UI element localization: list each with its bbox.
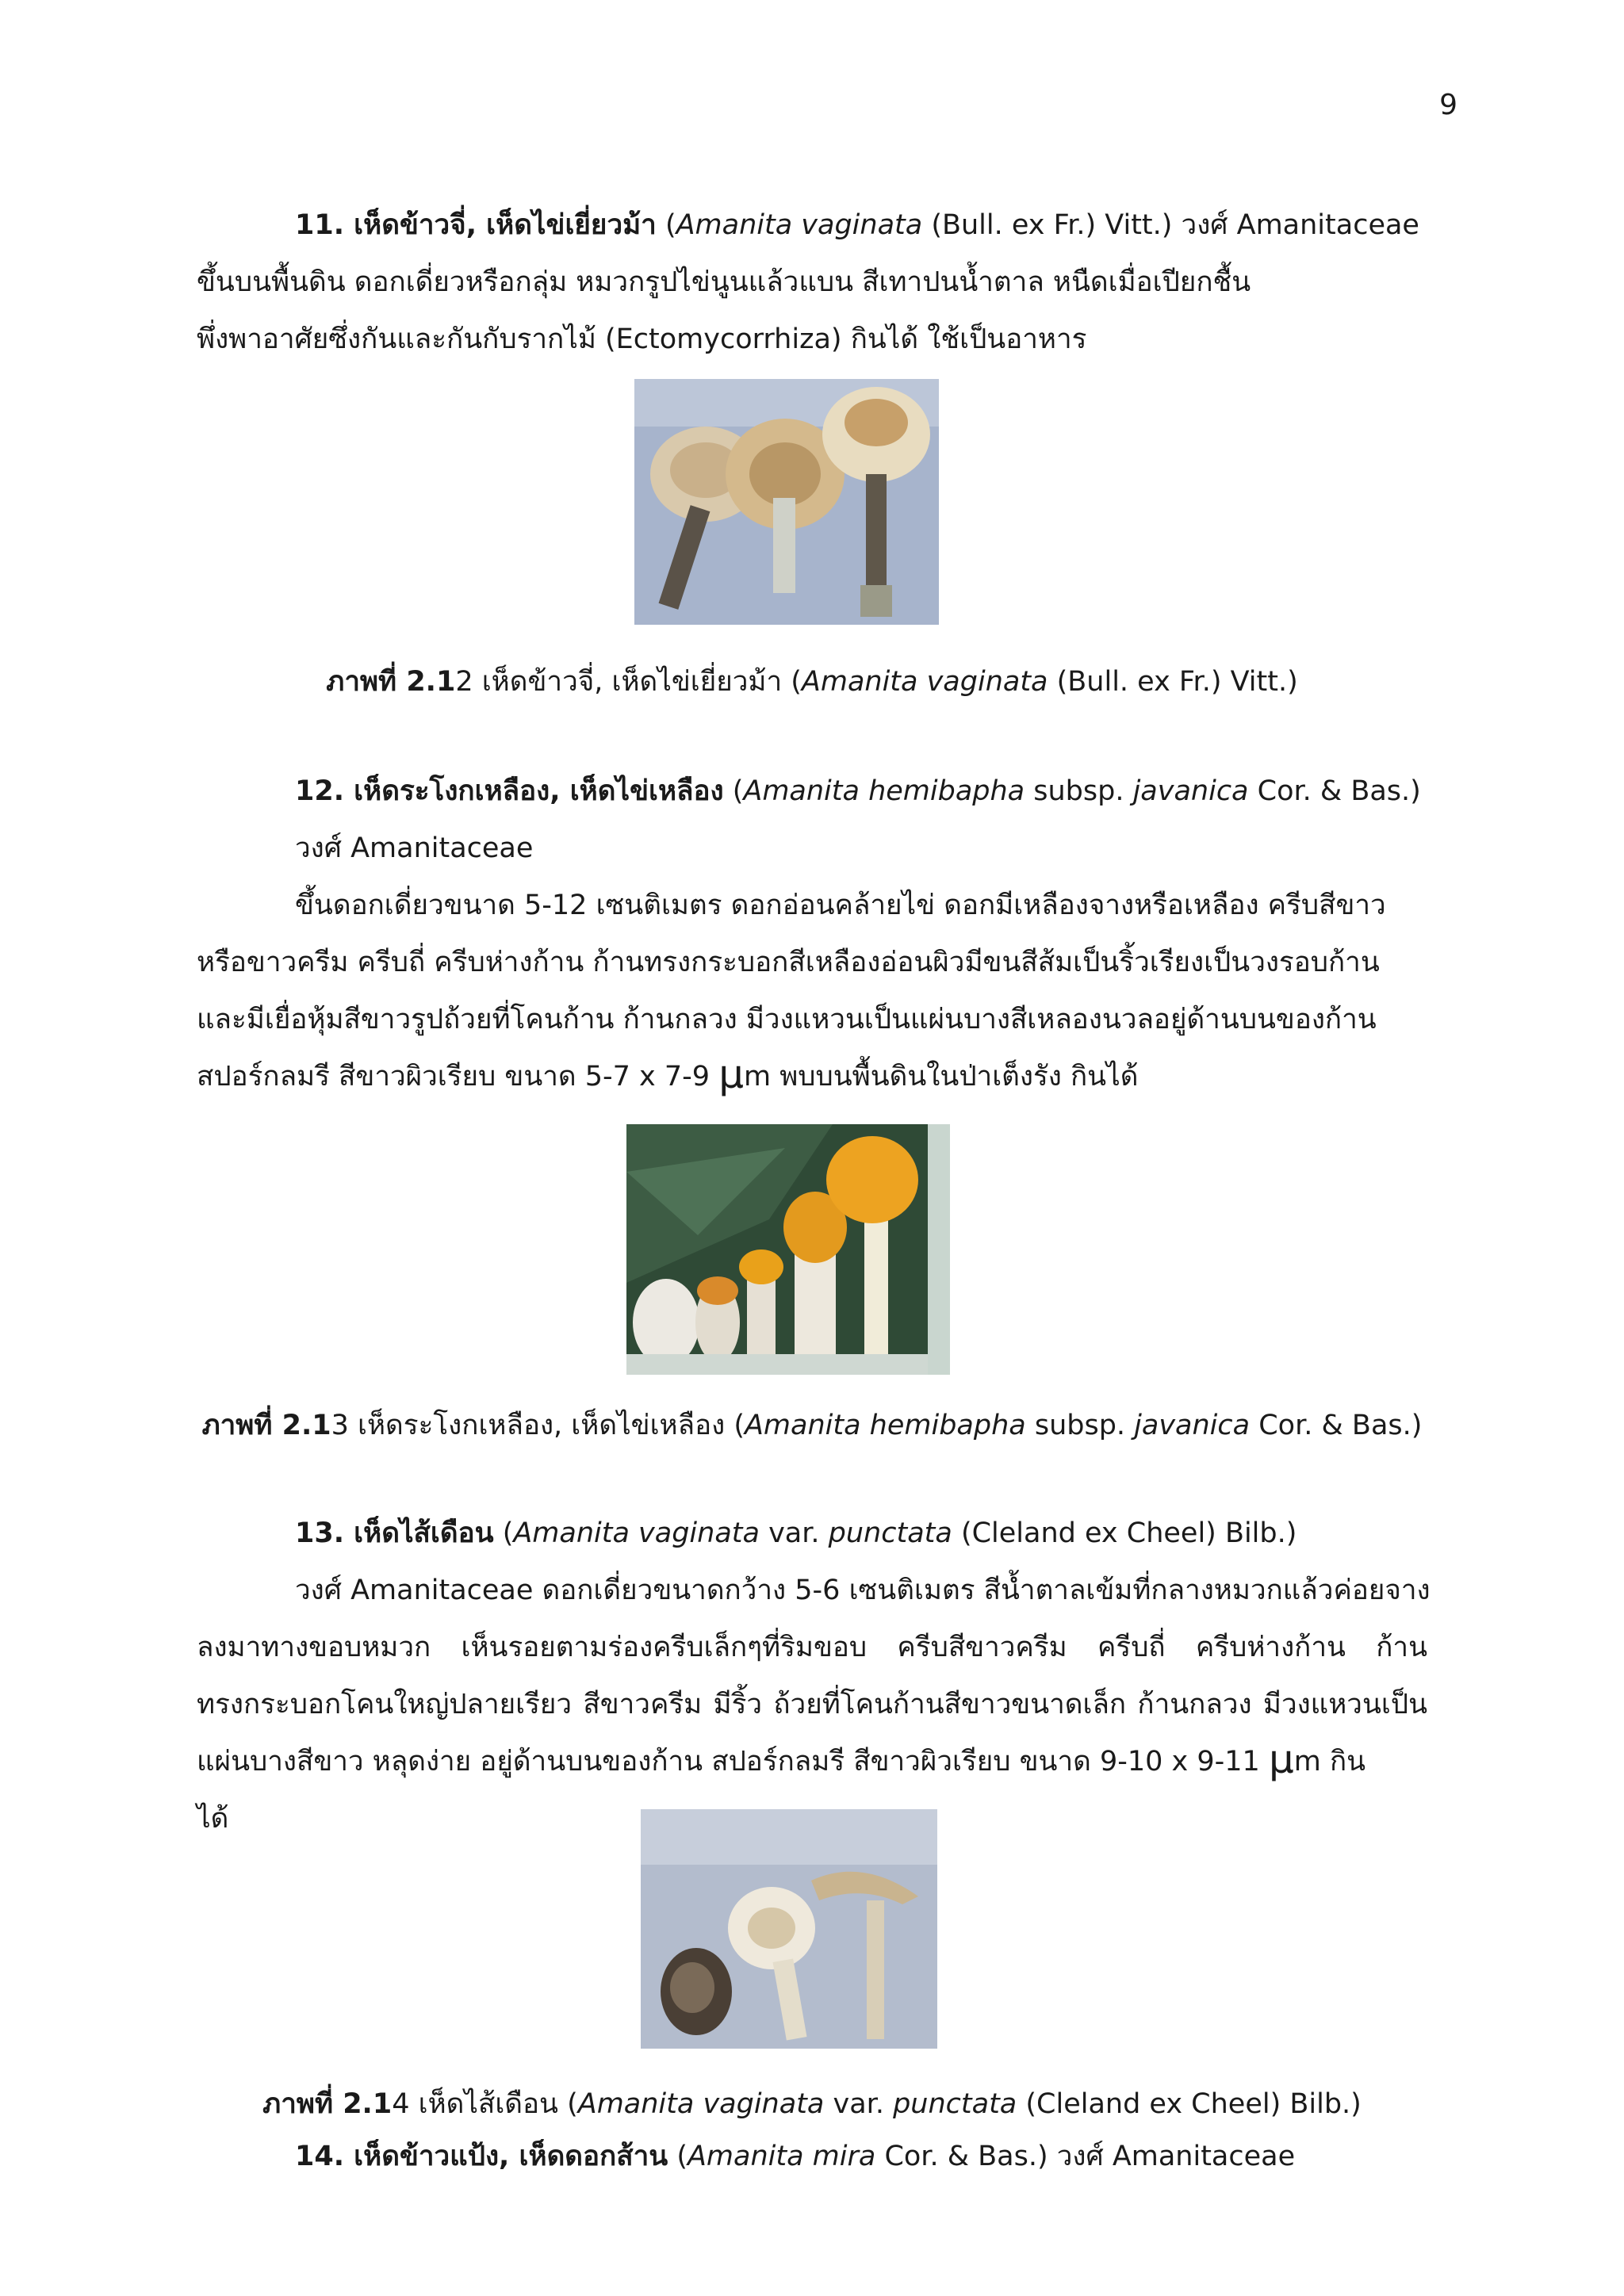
section-14-authority-family: Cor. & Bas.) วงศ์ Amanitaceae — [875, 2141, 1296, 2172]
mushroom-photo-3 — [641, 1809, 937, 2049]
section-12-family: วงศ์ Amanitaceae — [295, 832, 534, 864]
paren-open: ( — [723, 775, 744, 807]
caption-scientific-name: Amanita hemibapha — [744, 1410, 1026, 1441]
section-12-scientific-name: Amanita hemibapha — [743, 775, 1025, 807]
caption-text: 4 เห็ดไส้เดือน ( — [392, 2088, 578, 2120]
paren-open: ( — [493, 1517, 514, 1549]
var-label: var. — [759, 1517, 829, 1549]
section-12-body-line-2: หรือขาวครีม ครีบถี่ ครีบห่างก้าน ก้านทรงกระบอกสีเหลืองอ่อนผิวมีขนสีส้มเป็นริ้วเรียงเป็นวงรอบก้าน — [197, 947, 1380, 978]
habitat-text: m พบบนพื้นดินในป่าเต็งรัง กินได้ — [744, 1061, 1139, 1093]
section-11-heading: 11. เห็ดข้าวจี่, เห็ดไข่เยี่ยวม้า — [295, 209, 657, 241]
mushroom-photo-2 — [626, 1124, 950, 1375]
caption-label: ภาพที่ 2.1 — [201, 1410, 331, 1441]
figure-2-13-caption — [0, 1403, 1624, 1447]
section-12-body-line-4 — [197, 1048, 1427, 1105]
section-13-variety: punctata — [828, 1517, 952, 1549]
figure-2-14-photo — [641, 1809, 937, 2049]
section-11-body-line-3: พึ่งพาอาศัยซึ่งกันและกันกับรากไม้ (Ectomycorrhiza) กินได้ ใช้เป็นอาหาร — [197, 323, 1087, 355]
page-number: 9 — [1439, 89, 1457, 121]
section-13-body-line-1: วงศ์ Amanitaceae ดอกเดี่ยวขนาดกว้าง 5-6 เซนติเมตร สีน้ำตาลเข้มที่กลางหมวกแล้วค่อยจาง — [295, 1575, 1431, 1606]
caption-authority: Cor. & Bas.) — [1250, 1410, 1423, 1441]
figure-2-12-photo — [634, 379, 939, 625]
section-14-heading-line — [295, 2128, 1526, 2185]
caption-scientific-name: Amanita vaginata — [801, 666, 1048, 698]
section-13-heading-line — [295, 1505, 1526, 1562]
caption-label: ภาพที่ 2.1 — [326, 666, 456, 698]
micro-symbol: μ — [1268, 1736, 1294, 1782]
section-14-heading: 14. เห็ดข้าวแป้ง, เห็ดดอกส้าน — [295, 2141, 668, 2172]
section-12-body-line-3: และมีเยื่อหุ้มสีขาวรูปถ้วยที่โคนก้าน ก้านกลวง มีวงแหวนเป็นแผ่นบางสีเหลองนวลอยู่ด้านบนของก้าน — [197, 1004, 1377, 1035]
edible-text: m กิน — [1293, 1746, 1366, 1777]
figure-2-14-caption — [0, 2082, 1624, 2126]
section-13-body-line-2: ลงมาทางขอบหมวก เห็นรอยตามร่องครีบเล็กๆที่ริมขอบ ครีบสีขาวครีม ครีบถี่ ครีบห่างก้าน ก้าน — [197, 1632, 1427, 1663]
micro-symbol: μ — [718, 1051, 744, 1097]
section-12-subspecies: javanica — [1132, 775, 1249, 807]
section-12-heading: 12. เห็ดระโงกเหลือง, เห็ดไข่เหลือง — [295, 775, 724, 807]
caption-text: 2 เห็ดข้าวจี่, เห็ดไข่เยี่ยวม้า ( — [455, 666, 802, 698]
caption-scientific-name: Amanita vaginata — [577, 2088, 825, 2120]
caption-subspecies: javanica — [1134, 1410, 1251, 1441]
caption-authority: (Cleland ex Cheel) Bilb.) — [1017, 2088, 1362, 2120]
spore-size-text: สปอร์กลมรี สีขาวผิวเรียบ ขนาด 5-7 x 7-9 — [197, 1061, 719, 1093]
section-11-heading-line — [295, 197, 1526, 254]
section-12-body-line-1: ขึ้นดอกเดี่ยวขนาด 5-12 เซนติเมตร ดอกอ่อนคล้ายไข่ ดอกมีเหลืองจางหรือเหลือง ครีบสีขาว — [295, 890, 1386, 921]
section-14-scientific-name: Amanita mira — [687, 2141, 876, 2172]
section-13-body-line-3: ทรงกระบอกโคนใหญ่ปลายเรียว สีขาวครีม มีริ้ว ถ้วยที่โคนก้านสีขาวขนาดเล็ก ก้านกลวง มีวงแหวนเป็น — [197, 1689, 1427, 1720]
caption-subsp-label: subsp. — [1025, 1410, 1135, 1441]
section-13-scientific-name: Amanita vaginata — [513, 1517, 760, 1549]
paren-open: ( — [656, 209, 676, 241]
section-11-scientific-name: Amanita vaginata — [676, 209, 923, 241]
caption-text: 3 เห็ดระโงกเหลือง, เห็ดไข่เหลือง ( — [331, 1410, 745, 1441]
section-13-authority: (Cleland ex Cheel) Bilb.) — [952, 1517, 1297, 1549]
spore-size-text: แผ่นบางสีขาว หลุดง่าย อยู่ด้านบนของก้าน สปอร์กลมรี สีขาวผิวเรียบ ขนาด 9-10 x 9-11 — [197, 1746, 1269, 1777]
caption-variety: punctata — [893, 2088, 1017, 2120]
section-13-body-line-5: ได้ — [197, 1803, 229, 1835]
mushroom-photo-1 — [634, 379, 939, 625]
figure-2-13-photo — [626, 1124, 950, 1375]
caption-var-label: var. — [824, 2088, 894, 2120]
section-12-authority: Cor. & Bas.) — [1248, 775, 1421, 807]
section-13-heading: 13. เห็ดไส้เดือน — [295, 1517, 494, 1549]
section-12-heading-line — [295, 763, 1526, 820]
subsp-label: subsp. — [1025, 775, 1133, 807]
section-13-body-line-4 — [197, 1733, 1427, 1790]
caption-label: ภาพที่ 2.1 — [262, 2088, 393, 2120]
figure-2-12-caption — [0, 660, 1624, 703]
section-11-body-line-2: ขึ้นบนพื้นดิน ดอกเดี่ยวหรือกลุ่ม หมวกรูปไข่นูนแล้วแบน สีเทาปนน้ำตาล หนืดเมื่อเปียกชื้น — [197, 266, 1251, 298]
caption-authority: (Bull. ex Fr.) Vitt.) — [1048, 666, 1298, 698]
section-11-authority-family: (Bull. ex Fr.) Vitt.) วงศ์ Amanitaceae — [922, 209, 1419, 241]
paren-open: ( — [668, 2141, 688, 2172]
